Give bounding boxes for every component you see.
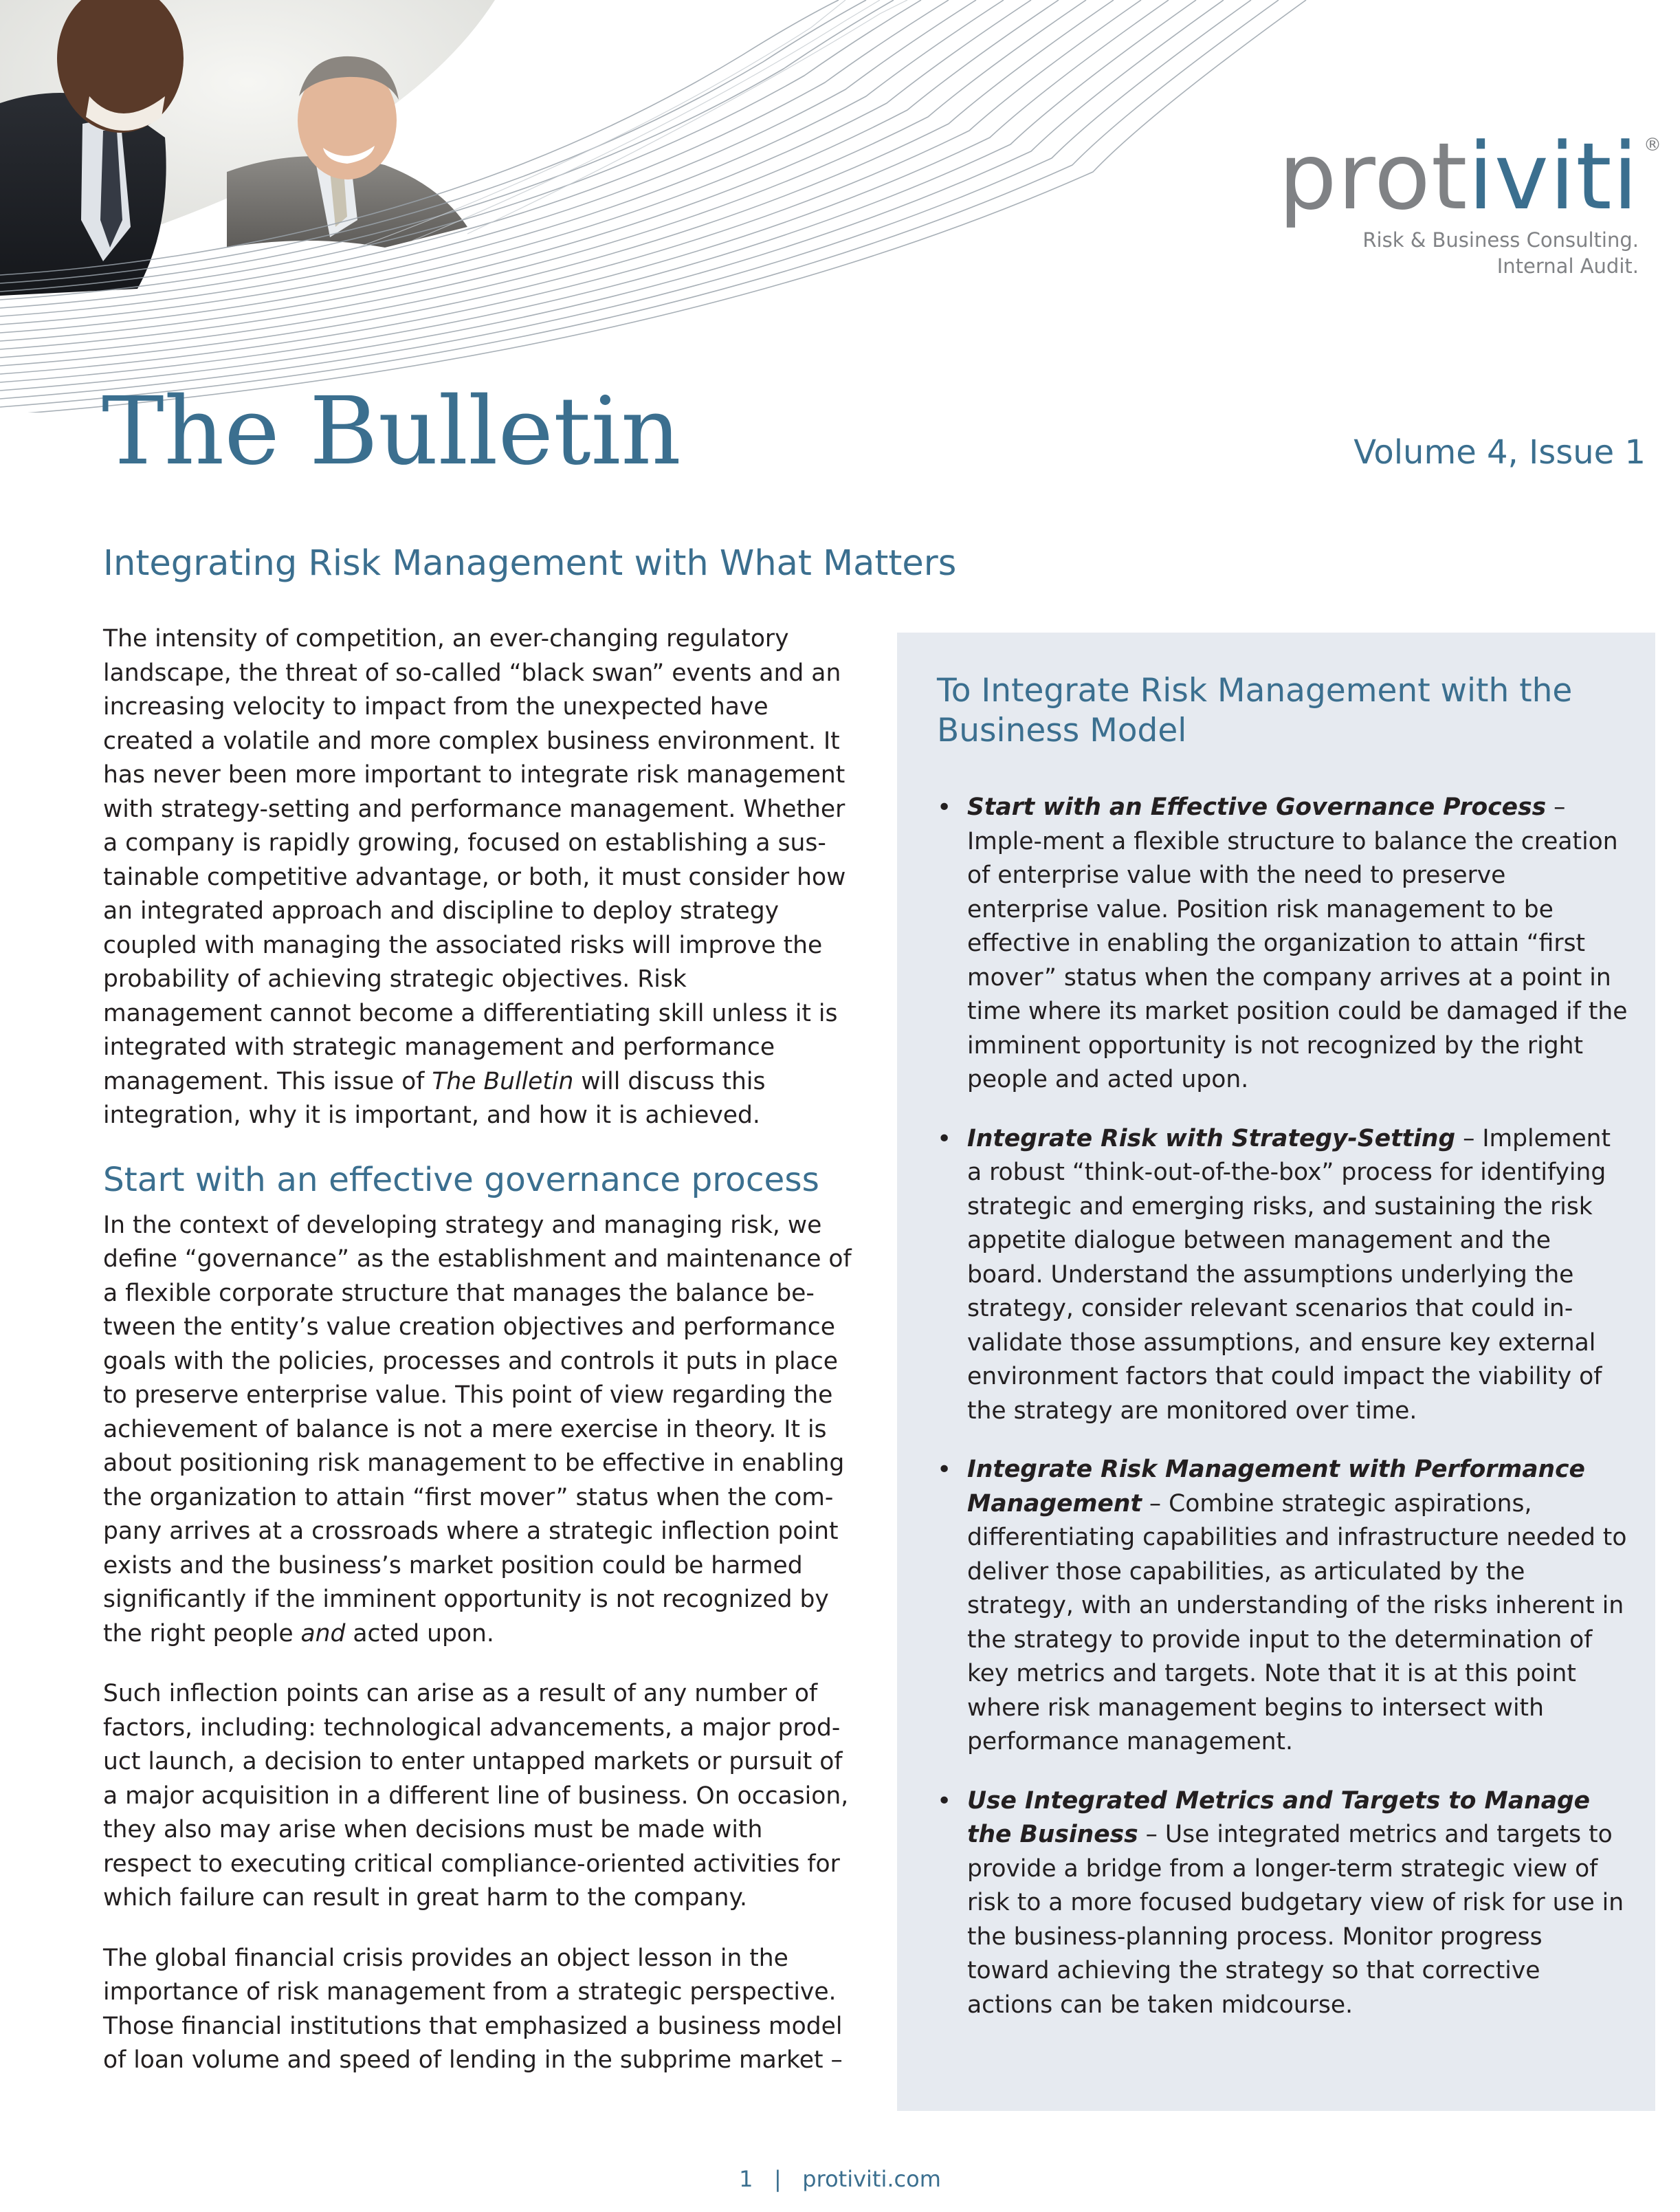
- list-item: • Use Integrated Metrics and Targets to Manage the Business – Use integrated metrics and targets to provide a bridge from a longer-term strategic view of risk to a more focused budgetary view of risk for use in the business-planning process. Monitor progress toward achieving the strategy so that corrective actions can be taken midcourse.: [937, 1784, 1628, 2023]
- page-footer: [0, 2166, 1680, 2192]
- list-item: • Integrate Risk with Strategy-Setting – Implement a robust “think-out-of-the-box” process for identifying strategic and emerging risks, and sustaining the risk appetite dialogue between management and the board. Understand the assumptions underlying the strategy, consider relevant scenarios that could in-validate those assumptions, and ensure key external environment factors that could impact the viability of the strategy are monitored over time.: [937, 1122, 1628, 1429]
- bullet-icon: •: [937, 1786, 952, 1815]
- governance-paragraph: In the context of developing strategy and managing risk, we define “governance” as the establishment and maintenance of a flexible corporate structure that manages the balance be-tween the entity’s value creation objectives and performance goals with the policies, processes and controls it puts in place to preserve enterprise value. This point of view regarding the achievement of balance is not a mere exercise in theory. It is about positioning risk management to be effective in enabling the organization to attain “first mover” status when the com-pany arrives at a crossroads where a strategic inflection point exists and the business’s market position could be harmed significantly if the imminent opportunity is not recognized by the right people and acted upon.: [103, 1211, 852, 1647]
- logo-tagline-line-1: Risk & Business Consulting.: [1362, 228, 1639, 252]
- article-heading: Integrating Risk Management with What Matters: [103, 543, 957, 584]
- intro-paragraph: The intensity of competition, an ever-changing regulatory landscape, the threat of so-called “black swan” events and an increasing velocity to impact from the unexpected have created a volatile and more complex business environment. It has never been more important to integrate risk management with strategy-setting and performance management. Whether a company is rapidly growing, focused on establishing a sus-tainable competitive advantage, or both, it must consider how an integrated approach and discipline to deploy strategy coupled with managing the associated risks will improve the probability of achieving strategic objectives. Risk management cannot become a differentiating skill unless it is integrated with strategic management and performance management. This issue of The Bulletin will discuss this integration, why it is important, and how it is achieved.: [103, 625, 846, 1129]
- bullet-icon: •: [937, 1456, 952, 1484]
- list-item: • Start with an Effective Governance Process – Imple-ment a flexible structure to balance the creation of enterprise value with the need to preserve enterprise value. Position risk management to be effective in enabling the organization to attain “first mover” status when the company arrives at a point in time where its market position could be damaged if the imminent opportunity is not recognized by the right people and acted upon.: [937, 791, 1628, 1097]
- logo-tagline-line-2: Internal Audit.: [1496, 254, 1639, 278]
- registered-mark: ®: [1644, 135, 1662, 155]
- protiviti-logo[interactable]: [1278, 123, 1662, 279]
- list-item: • Integrate Risk Management with Performance Management – Combine strategic aspirations, differentiating capabilities and infrastructure needed to deliver those capabilities, as articulated by the strategy, with an understanding of the risks inherent in the strategy to provide input to the determination of key metrics and targets. Note that it is at this point where risk management begins to intersect with performance management.: [937, 1453, 1628, 1760]
- logo-tagline: [1279, 227, 1662, 279]
- financial-crisis-paragraph: The global financial crisis provides an object lesson in the importance of risk management from a strategic perspective. Those financial institutions that emphasized a business model of loan volume and speed of lending in the subprime market –: [103, 1944, 843, 2074]
- sidebar-box: [897, 633, 1655, 2111]
- bullet-icon: •: [937, 1124, 952, 1153]
- bullet-icon: •: [937, 793, 952, 822]
- site-link[interactable]: protiviti.com: [802, 2166, 941, 2192]
- sidebar-title: To Integrate Risk Management with the Business Model: [937, 672, 1573, 749]
- article-body: [103, 622, 852, 2104]
- page-number: 1: [739, 2166, 753, 2192]
- footer-separator: |: [774, 2166, 782, 2192]
- publication-name-italic: The Bulletin: [432, 1067, 574, 1095]
- logo-wordmark: protiviti ®: [1278, 123, 1662, 230]
- volume-issue: Volume 4, Issue 1: [1353, 433, 1646, 472]
- section-heading: Start with an effective governance process: [103, 1160, 819, 1199]
- inflection-paragraph: Such inflection points can arise as a result of any number of factors, including: technological advancements, a major prod-uct launch, a decision to enter untapped markets or pursuit of a major acquisition in a different line of business. On occasion, they also may arise when decisions must be made with respect to executing critical compliance-oriented activities for which failure can result in great harm to the company.: [103, 1680, 849, 1912]
- sidebar-list: [937, 791, 1628, 2022]
- publication-title: The Bulletin: [102, 377, 681, 486]
